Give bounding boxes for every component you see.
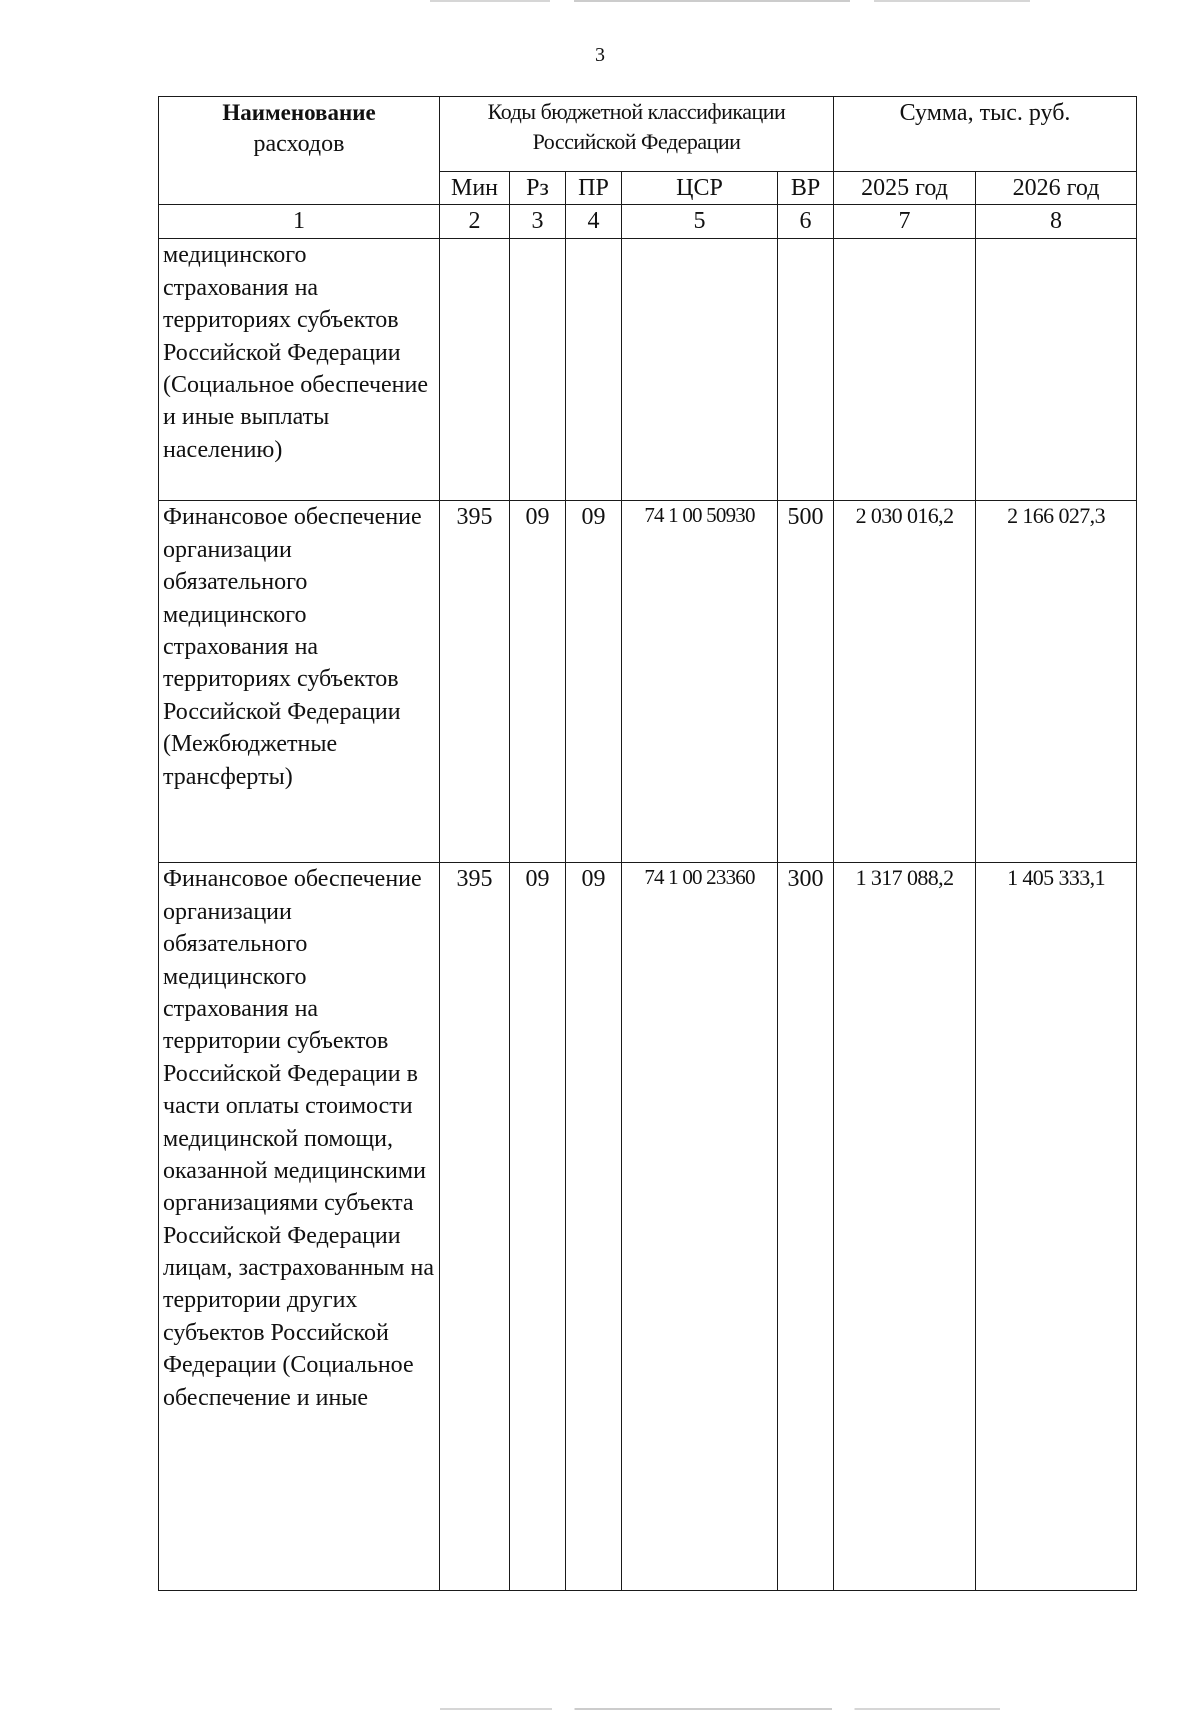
row-pr: 09	[566, 863, 622, 1591]
table-row	[159, 863, 1137, 1591]
header-name-bold: Наименование	[222, 100, 376, 125]
row-rz: 09	[510, 501, 566, 863]
header-col-pr: ПР	[566, 172, 622, 205]
row-2025: 1 317 088,2	[834, 863, 976, 1591]
row-csr: 74 1 00 23360	[622, 863, 778, 1591]
row-min	[440, 239, 510, 501]
header-sum: Сумма, тыс. руб.	[834, 97, 1137, 172]
column-number: 1	[159, 205, 440, 239]
header-col-min: Мин	[440, 172, 510, 205]
row-2026: 1 405 333,1	[976, 863, 1137, 1591]
row-2025: 2 030 016,2	[834, 501, 976, 863]
row-vr: 300	[778, 863, 834, 1591]
column-number: 6	[778, 205, 834, 239]
row-csr: 74 1 00 50930	[622, 501, 778, 863]
header-name	[159, 97, 440, 205]
row-name: Финансовое обеспечение организации обязательного медицинского страхования на территориях субъектов Российской Федерации (Межбюджетные трансферты)	[159, 501, 440, 863]
row-vr	[778, 239, 834, 501]
row-pr	[566, 239, 622, 501]
row-pr: 09	[566, 501, 622, 863]
row-rz	[510, 239, 566, 501]
row-rz: 09	[510, 863, 566, 1591]
header-col-csr: ЦСР	[622, 172, 778, 205]
scan-edge-top	[430, 0, 1030, 2]
column-number: 7	[834, 205, 976, 239]
row-2026	[976, 239, 1137, 501]
row-2026: 2 166 027,3	[976, 501, 1137, 863]
column-number-row	[159, 205, 1137, 239]
column-number: 5	[622, 205, 778, 239]
row-min: 395	[440, 501, 510, 863]
header-codes: Коды бюджетной классификации Российской Федерации	[440, 97, 834, 172]
column-number: 4	[566, 205, 622, 239]
table-row	[159, 239, 1137, 501]
header-col-rz: Рз	[510, 172, 566, 205]
row-csr	[622, 239, 778, 501]
header-name-regular: расходов	[253, 131, 345, 158]
budget-table	[158, 96, 1137, 1591]
row-2025	[834, 239, 976, 501]
column-number: 3	[510, 205, 566, 239]
header-col-2026: 2026 год	[976, 172, 1137, 205]
scan-edge-bottom	[440, 1708, 1000, 1710]
column-number: 8	[976, 205, 1137, 239]
column-number: 2	[440, 205, 510, 239]
row-name: Финансовое обеспечение организации обязательного медицинского страхования на территории субъектов Российской Федерации в части оплаты стоимости медицинской помощи, оказанной медицинскими организациями субъекта Российской Федерации лицам, застрахованным на территории других субъектов Российской Федерации (Социальное обеспечение и иные	[159, 863, 440, 1591]
table-row	[159, 501, 1137, 863]
header-col-2025: 2025 год	[834, 172, 976, 205]
row-name: медицинского страхования на территориях субъектов Российской Федерации (Социальное обеспечение и иные выплаты населению)	[159, 239, 440, 501]
row-min: 395	[440, 863, 510, 1591]
header-col-vr: ВР	[778, 172, 834, 205]
row-vr: 500	[778, 501, 834, 863]
page-number: 3	[595, 44, 605, 66]
